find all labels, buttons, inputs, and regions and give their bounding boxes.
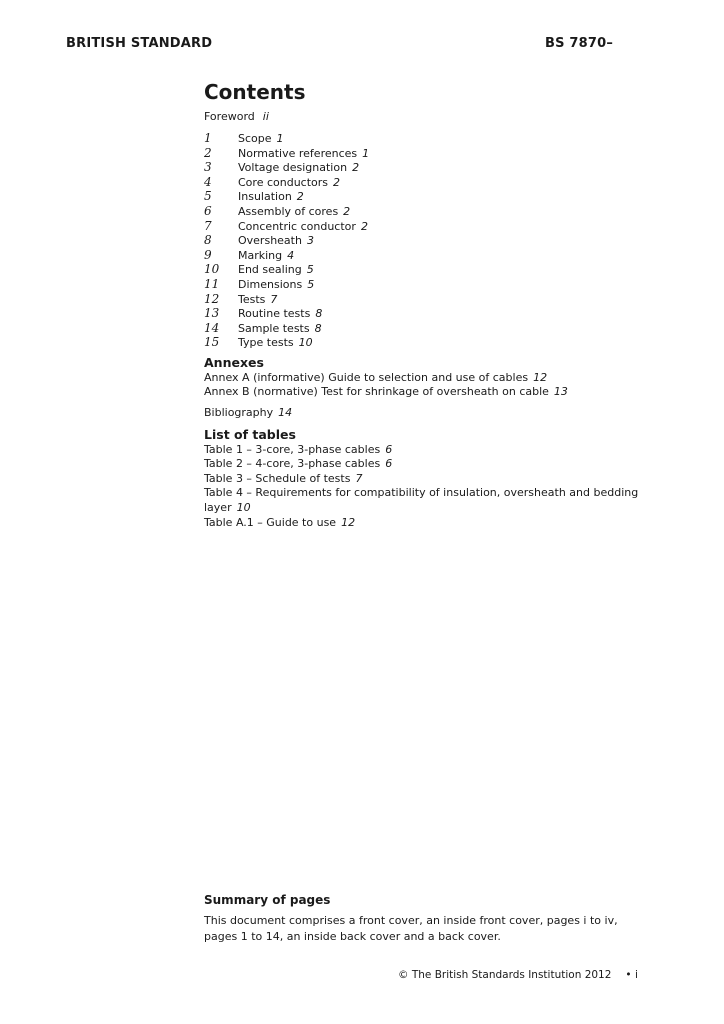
toc-item-title: Oversheath <box>238 234 302 248</box>
foreword-label: Foreword <box>204 110 255 123</box>
toc-item-title: Type tests <box>238 336 294 350</box>
table-page: 6 <box>385 457 393 471</box>
table-list-item[interactable] <box>204 472 674 487</box>
toc-item-number: 8 <box>204 233 212 248</box>
toc-item-page: 7 <box>270 292 278 306</box>
table-page: 10 <box>236 500 251 514</box>
toc-item[interactable] <box>204 321 684 336</box>
toc-item-title: Tests <box>238 292 266 306</box>
annex-title: Annex A (informative) Guide to selection and use of cables <box>204 370 529 384</box>
toc-item[interactable] <box>204 146 684 161</box>
toc-item[interactable] <box>204 248 684 263</box>
toc-item-page: 8 <box>314 321 322 335</box>
toc-item-number: 1 <box>204 131 212 145</box>
header-standard-label: BRITISH STANDARD <box>66 36 213 51</box>
tables-section <box>204 428 674 530</box>
toc-item-page: 8 <box>315 307 323 321</box>
toc-item-title: Assembly of cores <box>238 204 339 218</box>
toc-item-page: 2 <box>296 190 304 204</box>
toc-item-number: 14 <box>204 320 220 335</box>
table-title: Table 3 – Schedule of tests <box>204 471 351 485</box>
foreword-page: ii <box>262 110 269 123</box>
toc-item-page: 2 <box>333 175 341 189</box>
toc-item-title: Sample tests <box>238 321 310 335</box>
toc-item-title: Concentric conductor <box>238 219 356 233</box>
toc-item[interactable] <box>204 277 684 292</box>
toc-item-title: Voltage designation <box>238 161 348 175</box>
bibliography-label: Bibliography <box>204 406 274 419</box>
table-title: Table 2 – 4-core, 3-phase cables <box>204 457 381 471</box>
toc-clause-list <box>204 131 684 350</box>
annexes-heading: Annexes <box>204 355 264 370</box>
toc-item-number: 12 <box>204 291 220 306</box>
annex-page: 13 <box>553 385 568 399</box>
toc-item[interactable] <box>204 189 684 204</box>
toc-item[interactable] <box>204 219 684 234</box>
toc-item-title: End sealing <box>238 263 302 277</box>
table-list-item[interactable] <box>204 486 674 515</box>
table-page: 12 <box>341 515 356 529</box>
toc-item-number: 5 <box>204 189 212 204</box>
annexes-section <box>204 356 674 400</box>
toc-item-page: 2 <box>360 219 368 233</box>
toc-item-page: 2 <box>352 161 360 175</box>
page-title: Contents <box>204 80 306 104</box>
toc-item-number: 9 <box>204 247 212 262</box>
toc-item-title: Core conductors <box>238 175 329 189</box>
toc-item[interactable] <box>204 204 684 219</box>
toc-item-page: 3 <box>306 234 314 248</box>
toc-item[interactable] <box>204 262 684 277</box>
summary-heading: Summary of pages <box>204 893 331 907</box>
toc-item-page: 4 <box>287 248 295 262</box>
toc-item-page: 1 <box>362 146 370 160</box>
table-list-item[interactable] <box>204 457 674 472</box>
toc-item[interactable] <box>204 175 684 190</box>
toc-item[interactable] <box>204 335 684 350</box>
table-title: Table 4 – Requirements for compatibility of insulation, oversheath and bedding layer <box>204 486 639 514</box>
toc-item-number: 6 <box>204 203 212 218</box>
toc-item-title: Scope <box>238 132 272 145</box>
toc-item-number: 3 <box>204 160 212 175</box>
bibliography-page: 14 <box>278 406 293 419</box>
copyright-text: © The British Standards Institution 2012 <box>398 969 612 981</box>
toc-item-title: Marking <box>238 248 283 262</box>
toc-item-page: 5 <box>306 263 314 277</box>
toc-item-title: Routine tests <box>238 307 311 321</box>
toc-item-page: 1 <box>276 132 284 145</box>
table-title: Table 1 – 3-core, 3-phase cables <box>204 442 381 456</box>
summary-text: This document comprises a front cover, an inside front cover, pages i to iv, pages 1 to 14, an inside back cover and a back cover. <box>204 914 618 943</box>
table-page: 7 <box>355 471 363 485</box>
toc-item-number: 10 <box>204 262 220 277</box>
toc-item[interactable] <box>204 233 684 248</box>
annex-page: 12 <box>533 370 548 384</box>
page-footer <box>398 969 638 981</box>
toc-item[interactable] <box>204 131 684 146</box>
tables-heading: List of tables <box>204 427 296 442</box>
toc-item-number: 4 <box>204 174 212 189</box>
toc-item-page: 5 <box>307 277 315 291</box>
annex-item[interactable] <box>204 371 674 386</box>
toc-item[interactable] <box>204 160 684 175</box>
toc-item-number: 13 <box>204 306 220 321</box>
annex-item[interactable] <box>204 385 674 400</box>
table-list-item[interactable] <box>204 443 674 458</box>
toc-item[interactable] <box>204 306 684 321</box>
bibliography-entry[interactable] <box>204 406 674 421</box>
toc-item-number: 7 <box>204 218 212 233</box>
toc-item-number: 2 <box>204 145 212 160</box>
footer-page-number: i <box>634 969 638 981</box>
table-list-item[interactable] <box>204 516 674 531</box>
table-page: 6 <box>385 442 393 456</box>
toc-foreword[interactable] <box>204 110 269 123</box>
table-title: Table A.1 – Guide to use <box>204 515 337 529</box>
toc-item-number: 11 <box>204 276 220 291</box>
toc-item-title: Insulation <box>238 190 292 204</box>
toc-item-page: 2 <box>343 204 351 218</box>
footer-bullet: • <box>625 969 632 981</box>
toc-item-title: Dimensions <box>238 277 303 291</box>
toc-item-page: 10 <box>298 336 313 350</box>
toc-item-number: 15 <box>204 335 220 350</box>
annex-title: Annex B (normative) Test for shrinkage of oversheath on cable <box>204 385 549 399</box>
toc-item-title: Normative references <box>238 146 358 160</box>
toc-item[interactable] <box>204 292 684 307</box>
header-standard-number: BS 7870– <box>545 36 614 51</box>
